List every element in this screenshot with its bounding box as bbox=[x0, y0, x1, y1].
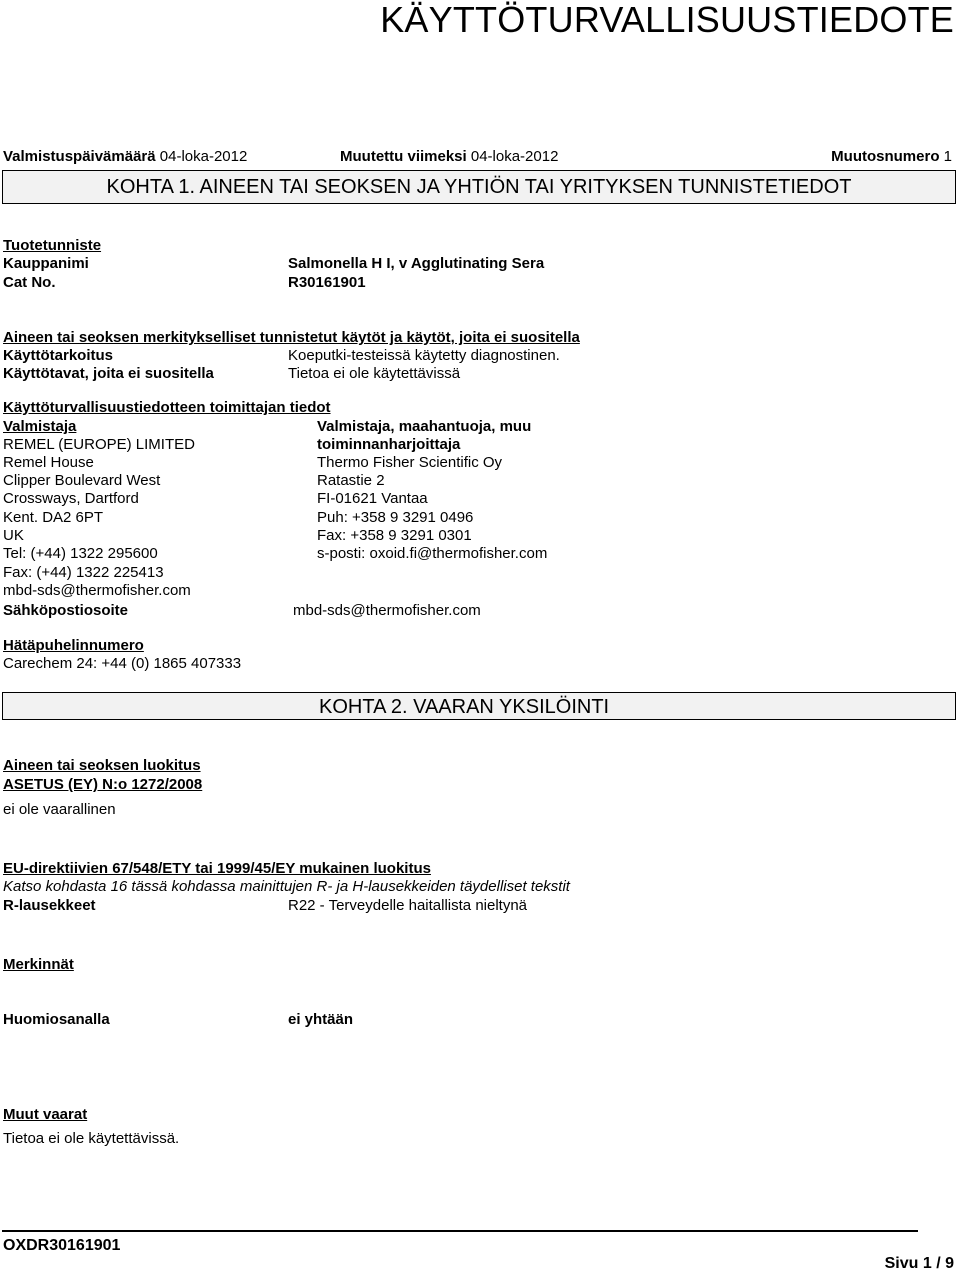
manufacturer-line: UK bbox=[3, 527, 24, 544]
modified-date-row bbox=[340, 149, 558, 164]
section-1-header bbox=[2, 170, 956, 204]
product-identifier-heading: Tuotetunniste bbox=[3, 237, 102, 254]
cat-no-label: Cat No. bbox=[3, 274, 56, 291]
importer-email: s-posti: oxoid.fi@thermofisher.com bbox=[317, 545, 548, 562]
modified-label: Muutettu viimeksi bbox=[340, 148, 467, 165]
manufacturer-email: mbd-sds@thermofisher.com bbox=[3, 582, 191, 599]
manufacturer-line: Fax: (+44) 1322 225413 bbox=[3, 564, 164, 581]
document-title: KÄYTTÖTURVALLISUUSTIEDOTE bbox=[380, 0, 954, 40]
manufacturer-line: Clipper Boulevard West bbox=[3, 472, 161, 489]
supplier-heading: Käyttöturvallisuustiedotteen toimittajan tiedot bbox=[3, 399, 331, 416]
revision-number: 1 bbox=[943, 148, 952, 165]
cat-no-value: R30161901 bbox=[288, 274, 366, 291]
intended-use-value: Koeputki-testeissä käytetty diagnostinen. bbox=[288, 347, 560, 364]
section-1-heading: KOHTA 1. AINEEN TAI SEOKSEN JA YHTIÖN TAI YRITYKSEN TUNNISTETIEDOT bbox=[106, 176, 852, 198]
modified-date: 04-loka-2012 bbox=[470, 148, 559, 165]
eu-directive-heading: EU-direktiivien 67/548/ETY tai 1999/45/EY mukainen luokitus bbox=[3, 860, 431, 877]
classification-heading: Aineen tai seoksen luokitus bbox=[3, 757, 201, 774]
footer-doc-code: OXDR30161901 bbox=[3, 1237, 121, 1254]
manufacturer-line: REMEL (EUROPE) LIMITED bbox=[3, 436, 195, 453]
importer-line: Thermo Fisher Scientific Oy bbox=[317, 454, 503, 471]
emergency-heading: Hätäpuhelinnumero bbox=[3, 637, 144, 654]
regulation-heading: ASETUS (EY) N:o 1272/2008 bbox=[3, 776, 203, 793]
section-2-heading: KOHTA 2. VAARAN YKSILÖINTI bbox=[319, 696, 610, 718]
signal-word-label: Huomiosanalla bbox=[3, 1011, 110, 1028]
revision-label: Muutosnumero bbox=[831, 148, 940, 165]
manufacturer-line: Remel House bbox=[3, 454, 94, 471]
other-hazards-heading: Muut vaarat bbox=[3, 1106, 88, 1123]
page-label: Sivu bbox=[884, 1255, 919, 1272]
manufacturer-label: Valmistaja bbox=[3, 418, 77, 435]
importer-label-line-2: toiminnanharjoittaja bbox=[317, 436, 461, 453]
manufacturer-line: Kent. DA2 6PT bbox=[3, 509, 104, 526]
trade-name-label: Kauppanimi bbox=[3, 255, 89, 272]
other-hazards-value: Tietoa ei ole käytettävissä. bbox=[3, 1130, 180, 1147]
r-phrases-value: R22 - Terveydelle haitallista nieltynä bbox=[288, 897, 528, 914]
uses-heading: Aineen tai seoksen merkitykselliset tunnistetut käytöt ja käytöt, joita ei suositella bbox=[3, 329, 580, 346]
importer-line: Ratastie 2 bbox=[317, 472, 385, 489]
created-label: Valmistuspäivämäärä bbox=[3, 148, 156, 165]
manufacturer-line: Crossways, Dartford bbox=[3, 490, 139, 507]
manufacturer-line: Tel: (+44) 1322 295600 bbox=[3, 545, 158, 562]
importer-line: FI-01621 Vantaa bbox=[317, 490, 428, 507]
footer-rule bbox=[2, 1230, 918, 1232]
section-2-header bbox=[2, 692, 956, 720]
page-value: 1 / 9 bbox=[922, 1255, 954, 1272]
eu-directive-note: Katso kohdasta 16 tässä kohdassa mainittujen R- ja H-lausekkeiden täydelliset tekstit bbox=[3, 878, 570, 895]
regulation-value: ei ole vaarallinen bbox=[3, 801, 116, 818]
labels-heading: Merkinnät bbox=[3, 956, 74, 973]
revision-row bbox=[831, 149, 952, 164]
email-label: Sähköpostiosoite bbox=[3, 602, 129, 619]
footer-page-number bbox=[885, 1256, 954, 1272]
r-phrases-label: R-lausekkeet bbox=[3, 897, 96, 914]
email-value: mbd-sds@thermofisher.com bbox=[293, 602, 481, 619]
created-date-row bbox=[3, 149, 247, 164]
importer-line: Fax: +358 9 3291 0301 bbox=[317, 527, 472, 544]
intended-use-label: Käyttötarkoitus bbox=[3, 347, 114, 364]
trade-name-value: Salmonella H I, v Agglutinating Sera bbox=[288, 255, 545, 272]
uses-advised-against-value: Tietoa ei ole käytettävissä bbox=[288, 365, 461, 382]
uses-advised-against-label: Käyttötavat, joita ei suositella bbox=[3, 365, 214, 382]
importer-line: Puh: +358 9 3291 0496 bbox=[317, 509, 474, 526]
emergency-value: Carechem 24: +44 (0) 1865 407333 bbox=[3, 655, 242, 672]
signal-word-value: ei yhtään bbox=[288, 1011, 354, 1028]
importer-label-line-1: Valmistaja, maahantuoja, muu bbox=[317, 418, 532, 435]
created-date: 04-loka-2012 bbox=[159, 148, 248, 165]
